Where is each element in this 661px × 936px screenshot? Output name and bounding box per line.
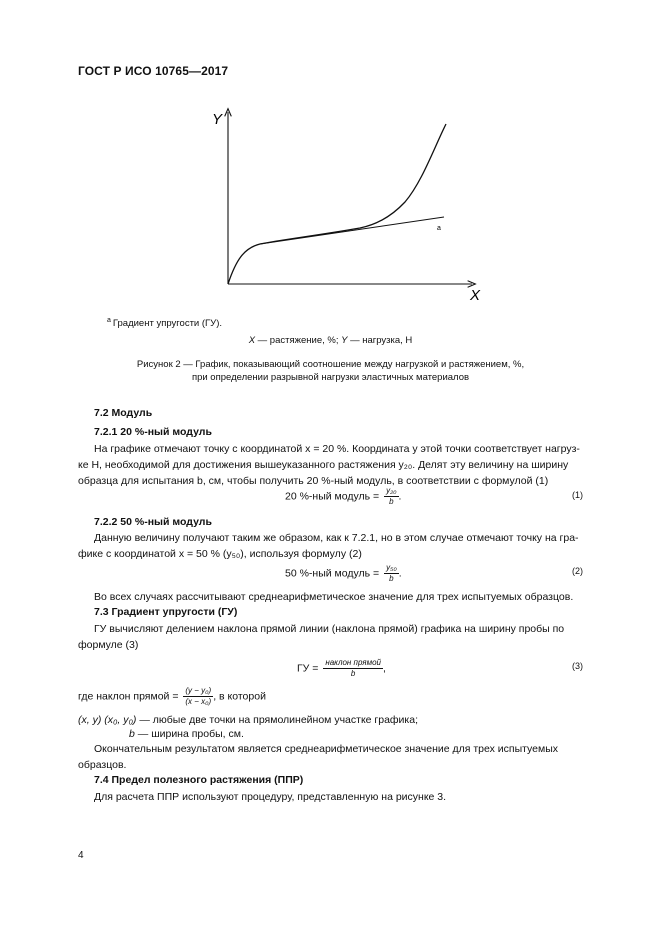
definition-width-text: ширина пробы, см. (151, 728, 244, 740)
caption-line-2: при определении разрывной нагрузки эластичных материалов (191, 372, 470, 383)
figure-note (107, 317, 222, 329)
definition-width (129, 726, 244, 742)
average-paragraph: Во всех случаях рассчитывают среднеарифметическое значение для трех испытуемых образцов. (94, 591, 574, 603)
s721-line-2: ке Н, необходимой для достижения вышеуказанного растяжения y₂₀. Делят эту величину на ширину (78, 459, 569, 471)
section-7-2-1-text (78, 441, 584, 489)
legend-x-symbol: X (248, 335, 256, 346)
load-curve (228, 124, 446, 284)
definition-points-text: любые две точки на прямолинейном участке графика; (152, 714, 419, 726)
s721-line-3: образца для испытания b, см, чтобы получить 20 %-ный модуль, в соответствии с формулой (1) (78, 475, 549, 487)
slope-definition-end: , в которой (213, 690, 266, 703)
figure-caption (0, 358, 661, 384)
section-7-2-2-text (78, 530, 584, 562)
section-7-4-text: Для расчета ППР используют процедуру, представленную на рисунке 3. (94, 791, 447, 803)
s722-line-1: Данную величину получают таким же образом, как к 7.2.1, но в этом случае отмечают точку на гра- (94, 532, 579, 544)
equation-number-2: (2) (572, 566, 583, 576)
definition-width-symbol: b — (129, 728, 149, 740)
section-7-2-2-title: 7.2.2 50 %-ный модуль (94, 516, 212, 528)
legend-y-text: — нагрузка, Н (347, 335, 413, 346)
formula-1 (285, 486, 401, 507)
section-7-3-title: 7.3 Градиент упругости (ГУ) (94, 606, 238, 618)
s721-line-1: На графике отмечают точку с координатой x = 20 %. Координата y этой точки соответствует нагруз- (94, 443, 580, 455)
section-7-4-title: 7.4 Предел полезного растяжения (ППР) (94, 774, 304, 786)
section-7-2-title: 7.2 Модуль (94, 407, 153, 419)
formula-3-fraction (323, 658, 383, 679)
y-axis-label: Y (212, 111, 223, 128)
definition-points-symbol: (x, y) (x₀, y₀) — (78, 714, 150, 726)
legend-x-text: — растяжение, %; (255, 335, 342, 346)
formula-2-lhs: 50 %-ный модуль = (285, 567, 383, 580)
formula-1-end: . (398, 490, 402, 503)
final-result-paragraph (78, 741, 584, 773)
formula-3-end: , (382, 662, 386, 675)
s722-line-2: фике с координатой x = 50 % (y₅₀), используя формулу (2) (78, 548, 362, 560)
equation-number-1: (1) (572, 490, 583, 500)
tangent-marker: a (437, 225, 441, 232)
equation-number-3: (3) (572, 661, 583, 671)
formula-3 (297, 658, 386, 679)
legend-y-symbol: Y (341, 335, 348, 346)
load-extension-figure (200, 100, 500, 310)
slope-fraction (183, 686, 213, 707)
formula-2-denominator: b (389, 574, 394, 583)
formula-3-denominator: b (350, 669, 356, 678)
section-7-3-text (78, 621, 584, 653)
tangent-line (260, 217, 444, 244)
formula-3-lhs: ГУ = (297, 662, 322, 675)
slope-denominator: (x − x₀) (185, 697, 212, 706)
final-line-2: образцов. (78, 759, 127, 771)
page-number: 4 (78, 850, 84, 861)
note-text: Градиент упругости (ГУ). (112, 318, 223, 329)
formula-1-lhs: 20 %-ный модуль = (285, 490, 383, 503)
formula-2 (285, 563, 402, 584)
section-7-2-1-title: 7.2.1 20 %-ный модуль (94, 426, 212, 438)
caption-line-1: Рисунок 2 — График, показывающий соотношение между нагрузкой и растяжением, %, (136, 359, 525, 370)
x-axis-label: X (470, 287, 481, 304)
slope-definition (78, 686, 266, 707)
formula-1-numerator: y₂₀ (386, 486, 397, 495)
formula-2-numerator: y₅₀ (386, 563, 397, 572)
formula-3-numerator: наклон прямой (325, 658, 381, 667)
document-header: ГОСТ Р ИСО 10765—2017 (78, 64, 229, 78)
figure-legend (0, 335, 661, 346)
slope-definition-lhs: где наклон прямой = (78, 690, 182, 703)
formula-1-fraction (384, 486, 398, 507)
note-marker: a (107, 317, 111, 324)
formula-2-end: . (398, 567, 402, 580)
s73-line-1: ГУ вычисляют делением наклона прямой линии (наклона прямой) графика на ширину пробы по (94, 623, 565, 635)
formula-1-denominator: b (389, 497, 394, 506)
s73-line-2: формуле (3) (78, 639, 139, 651)
final-line-1: Окончательным результатом является среднеарифметическое значение для трех испытуемых (94, 743, 559, 755)
slope-numerator: (y − y₀) (185, 686, 212, 695)
formula-2-fraction (384, 563, 399, 584)
